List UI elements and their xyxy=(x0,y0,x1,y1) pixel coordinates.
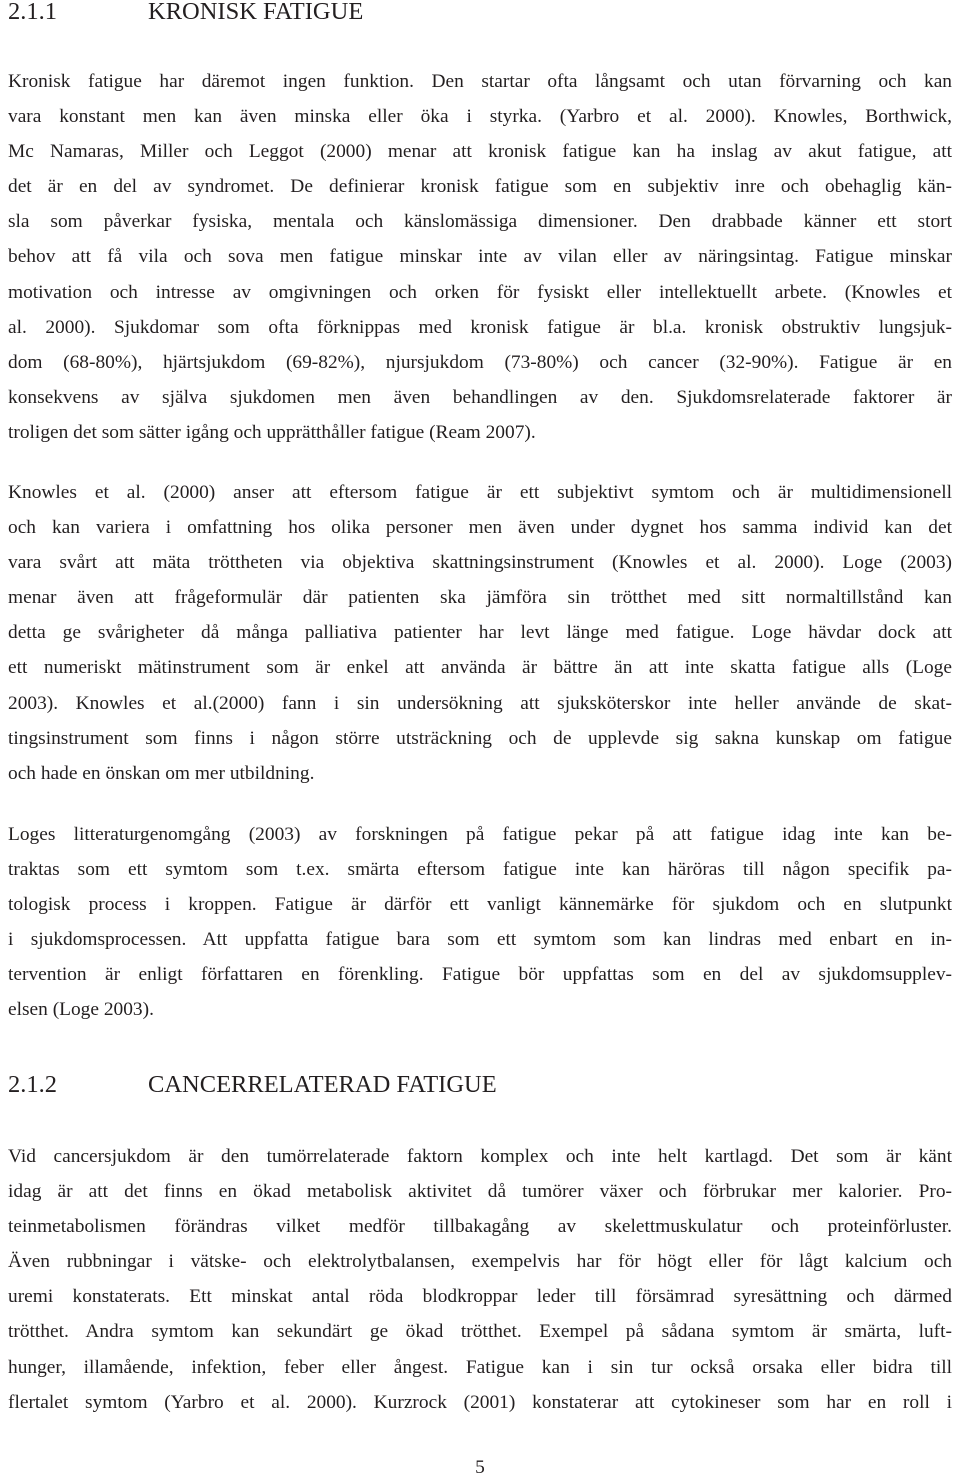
text-line: Vid cancersjukdom är den tumörrelaterade faktorn komplex och inte helt kartlagd. Det som är känt xyxy=(8,1146,952,1167)
text-line: 2003). Knowles et al.(2000) fann i sin undersökning att sjuksköterskor inte heller använde de skat- xyxy=(8,692,952,714)
text-line: motivation och intresse av omgivningen och orken för fysiskt eller intellektuellt arbete. (Knowles et xyxy=(8,281,952,303)
text-line: hunger, illamående, infektion, feber eller ångest. Fatigue kan i sin tur också orsaka eller bidra till xyxy=(8,1356,952,1378)
text-line: detta ge svårigheter då många palliativa patienter har levt länge med fatigue. Loge hävdar dock att xyxy=(8,622,952,644)
section-heading xyxy=(8,0,363,26)
text-line: elsen (Loge 2003). xyxy=(8,999,154,1021)
text-line: traktas som ett symtom som t.ex. smärta eftersom fatigue inte kan häröras till någon specifik pa- xyxy=(8,859,952,881)
section-heading xyxy=(8,1071,497,1099)
text-line: Kronisk fatigue har däremot ingen funktion. Den startar ofta långsamt och utan förvarning och kan xyxy=(8,71,952,92)
paragraph xyxy=(8,475,952,791)
text-line: och kan variera i omfattning hos olika personer men även under dygnet hos samma individ kan det xyxy=(8,517,952,539)
text-line: dom (68-80%), hjärtsjukdom (69-82%), njursjukdom (73-80%) och cancer (32-90%). Fatigue är en xyxy=(8,351,952,373)
text-line: menar även att frågeformulär där patienten ska jämföra sin trötthet med sitt normaltillstånd kan xyxy=(8,587,952,609)
text-line: Mc Namaras, Miller och Leggot (2000) menar att kronisk fatigue kan ha inslag av akut fatigue, att xyxy=(8,141,952,163)
text-line: sla som påverkar fysiska, mentala och känslomässiga dimensioner. Den drabbade känner ett stort xyxy=(8,211,952,233)
section-title: KRONISK FATIGUE xyxy=(148,0,364,25)
text-line: tingsinstrument som finns i någon större utsträckning och de upplevde sig sakna kunskap om fatigue xyxy=(8,727,952,749)
text-line: det är en del av syndromet. De definierar kronisk fatigue som en subjektiv inre och obehaglig kän- xyxy=(8,176,952,198)
text-line: vara svårt att mäta tröttheten via objektiva skattningsinstrument (Knowles et al. 2000). Loge (2003) xyxy=(8,552,952,574)
page-number: 5 xyxy=(475,1457,485,1478)
text-line: behov att få vila och sova men fatigue minskar inte av vilan eller av näringsintag. Fatigue minskar xyxy=(8,246,952,268)
text-line: ett numeriskt mätinstrument som är enkel att använda är bättre än att inte skatta fatigue alls (Loge xyxy=(8,657,952,679)
section-title: CANCERRELATERAD FATIGUE xyxy=(148,1071,497,1098)
text-line: uremi konstaterats. Ett minskat antal röda blodkroppar leder till försämrad syresättning och därmed xyxy=(8,1286,952,1308)
text-line: trötthet. Andra symtom kan sekundärt ge ökad trötthet. Exempel på sådana symtom är smärta, luft- xyxy=(8,1321,952,1343)
text-line: Även rubbningar i vätske- och elektrolytbalansen, exempelvis har för högt eller för lågt kalcium och xyxy=(8,1251,952,1273)
text-line: Loges litteraturgenomgång (2003) av forskningen på fatigue pekar på att fatigue idag inte kan be- xyxy=(8,824,952,845)
text-line: idag är att det finns en ökad metabolisk aktivitet då tumörer växer och förbrukar mer kalorier. Pro- xyxy=(8,1181,952,1203)
text-line: teinmetabolismen förändras vilket medför tillbakagång av skelettmuskulatur och proteinförluster. xyxy=(8,1216,952,1238)
text-line: vara konstant men kan även minska eller öka i styrka. (Yarbro et al. 2000). Knowles, Borthwick, xyxy=(8,106,952,128)
section-number: 2.1.2 xyxy=(8,1071,57,1098)
text-line: och hade en önskan om mer utbildning. xyxy=(8,762,315,784)
text-line: troligen det som sätter igång och upprätthåller fatigue (Ream 2007). xyxy=(8,421,536,443)
text-line: konsekvens av själva sjukdomen men även behandlingen av den. Sjukdomsrelaterade faktorer är xyxy=(8,386,952,408)
paragraph xyxy=(8,817,952,1028)
paragraph xyxy=(8,64,952,450)
text-line: Knowles et al. (2000) anser att eftersom fatigue är ett subjektivt symtom och är multidimensionell xyxy=(8,482,952,503)
section-number: 2.1.1 xyxy=(8,0,57,25)
text-line: al. 2000). Sjukdomar som ofta förknippas med kronisk fatigue är bl.a. kronisk obstruktiv lungsjuk- xyxy=(8,316,952,338)
text-line: i sjukdomsprocessen. Att uppfatta fatigue bara som ett symtom som kan lindras med enbart en in- xyxy=(8,929,952,951)
text-line: tervention är enligt författaren en förenkling. Fatigue bör uppfattas som en del av sjukdomsupplev- xyxy=(8,964,952,986)
text-line: tologisk process i kroppen. Fatigue är därför ett vanligt kännemärke för sjukdom och en slutpunkt xyxy=(8,894,952,916)
text-line: flertalet symtom (Yarbro et al. 2000). Kurzrock (2001) konstaterar att cytokineser som har en roll i xyxy=(8,1391,952,1413)
paragraph xyxy=(8,1139,952,1420)
